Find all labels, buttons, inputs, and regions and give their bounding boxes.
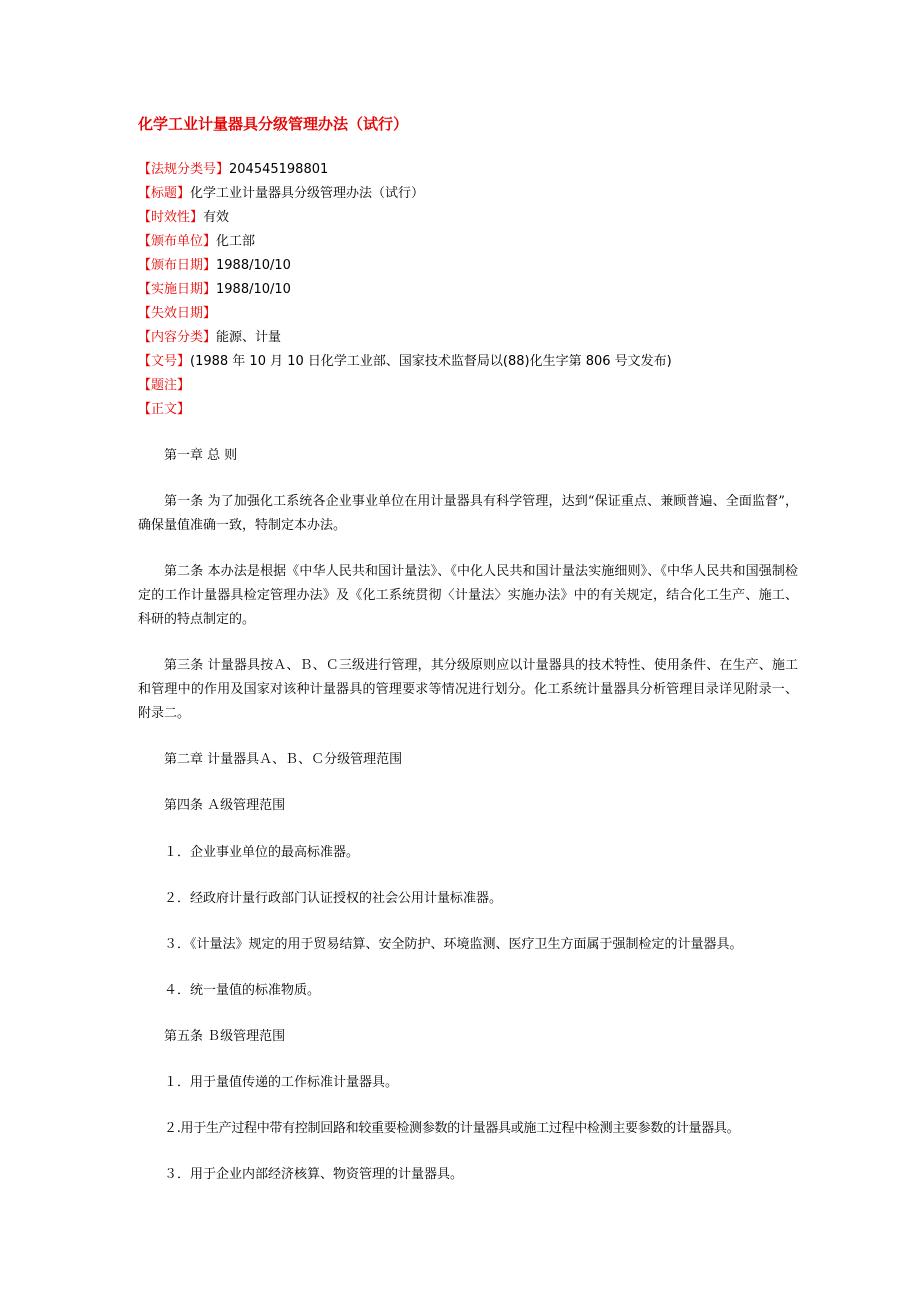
article-paragraph: 第二条 本办法是根据《中华人民共和国计量法》、《中化人民共和国计量法实施细则》、《中华人民共和国强制检定的工作计量器具检定管理办法》及《化工系统贯彻〈计量法〉实施办法》中的有关规定，结合化工生产、施工、科研的特点制定的。 xyxy=(138,564,798,627)
metadata-block xyxy=(138,158,838,422)
list-item: ３．用于企业内部经济核算、物资管理的计量器具。 xyxy=(164,1167,464,1182)
meta-row-note xyxy=(138,374,838,398)
meta-value: 能源、计量 xyxy=(216,330,282,345)
meta-label: 【法规分类号】 xyxy=(138,162,230,177)
meta-label: 【题注】 xyxy=(138,378,191,393)
meta-value: 有效 xyxy=(203,210,230,225)
list-item: ２.用于生产过程中带有控制回路和较重要检测参数的计量器具或施工过程中检测主要参数的计量器具。 xyxy=(164,1121,740,1136)
meta-row-document-number xyxy=(138,350,838,374)
meta-row-content-category xyxy=(138,326,838,350)
meta-label: 【失效日期】 xyxy=(138,306,217,321)
meta-label: 【正文】 xyxy=(138,402,191,417)
meta-row-effective-date xyxy=(138,278,838,302)
meta-label: 【内容分类】 xyxy=(138,330,217,345)
meta-value: 化工部 xyxy=(216,234,256,249)
meta-label: 【时效性】 xyxy=(138,210,204,225)
article-paragraph: 第三条 计量器具按Ａ、Ｂ、Ｃ三级进行管理，其分级原则应以计量器具的技术特性、使用条件、在生产、施工和管理中的作用及国家对该种计量器具的管理要求等情况进行划分。化工系统计量器具分析管理目录详见附录一、附录二。 xyxy=(138,658,798,721)
list-item: １．用于量值传递的工作标准计量器具。 xyxy=(164,1075,399,1090)
document-title: 化学工业计量器具分级管理办法（试行） xyxy=(138,115,409,133)
chapter-heading: 第二章 计量器具Ａ、Ｂ、Ｃ分级管理范围 xyxy=(164,752,403,767)
list-item: １．企业事业单位的最高标准器。 xyxy=(164,845,360,860)
meta-row-validity xyxy=(138,206,838,230)
meta-row-expiry-date xyxy=(138,302,838,326)
meta-label: 【文号】 xyxy=(138,354,191,369)
list-item: ４．统一量值的标准物质。 xyxy=(164,983,321,998)
meta-value: 204545198801 xyxy=(229,162,329,177)
article-heading: 第四条 Ａ级管理范围 xyxy=(164,798,286,813)
meta-row-title xyxy=(138,182,838,206)
meta-label: 【标题】 xyxy=(138,186,191,201)
meta-value: 化学工业计量器具分级管理办法（试行） xyxy=(190,186,425,201)
list-item: ２．经政府计量行政部门认证授权的社会公用计量标准器。 xyxy=(164,891,503,906)
meta-label: 【颁布单位】 xyxy=(138,234,217,249)
meta-value: 1988/10/10 xyxy=(216,282,291,297)
meta-value: 1988/10/10 xyxy=(216,258,291,273)
meta-label: 【实施日期】 xyxy=(138,282,217,297)
meta-value: (1988 年 10 月 10 日化学工业部、国家技术监督局以(88)化生字第 806 号文发布) xyxy=(190,354,672,369)
article-heading: 第五条 Ｂ级管理范围 xyxy=(164,1029,286,1044)
list-item: ３．《计量法》规定的用于贸易结算、安全防护、环境监测、医疗卫生方面属于强制检定的计量器具。 xyxy=(164,937,743,952)
meta-label: 【颁布日期】 xyxy=(138,258,217,273)
meta-row-issuer xyxy=(138,230,838,254)
chapter-heading: 第一章 总 则 xyxy=(164,448,238,463)
meta-row-main-text xyxy=(138,398,838,422)
article-paragraph: 第一条 为了加强化工系统各企业事业单位在用计量器具有科学管理，达到“保证重点、兼顾普遍、全面监督”，确保量值准确一致，特制定本办法。 xyxy=(138,494,798,533)
meta-row-classification xyxy=(138,158,838,182)
meta-row-issue-date xyxy=(138,254,838,278)
